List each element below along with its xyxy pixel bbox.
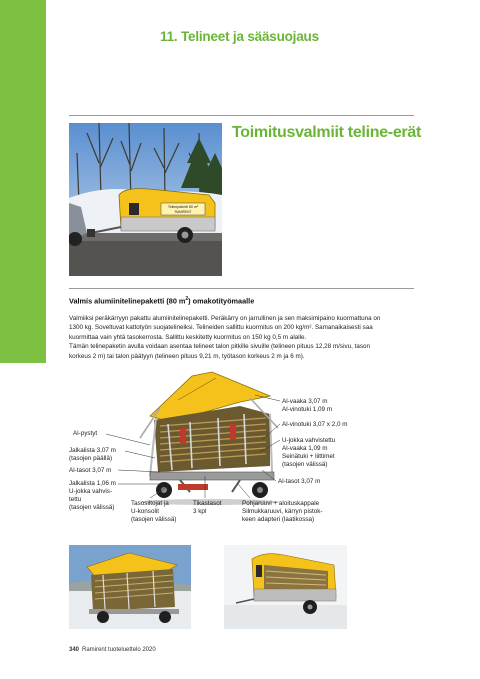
- product-heading-sup: 2: [185, 296, 189, 302]
- catalogue-name: Ramirent tuoteluettelo 2020: [82, 647, 156, 653]
- trailer-sign-text: Telinepaketti 80 m²: [167, 205, 199, 209]
- label-al-tasot-left: Al-tasot 3,07 m: [69, 467, 112, 474]
- description-line: korkeus 2 m) tai talon päätyyn (telineen pituus 9,21 m, työtason korkeus 2 m ja 6 m).: [69, 352, 305, 360]
- label-pohjaruuvi: Pohjaruuvi + aloituskappale Silmukkaruuvi, kärryn pistok- keen adapteri (laatikossa): [242, 500, 323, 523]
- product-heading-main: Valmis alumiinitelinepaketti (80 m: [69, 296, 186, 306]
- label-al-pystyt: Al-pystyt: [73, 430, 98, 437]
- label-u-jokka: U-jokka vahvistettu Al-vaaka 1,09 m Seinätuki + liittimet (tasojen välissä): [282, 437, 336, 468]
- trailer-photo: [69, 123, 222, 276]
- page-number: 340: [69, 647, 80, 653]
- label-tasosiltojat: Tasosiltojat ja U-konsolit (tasojen välissä): [131, 500, 177, 523]
- label-al-tasot-right: Al-tasot 3,07 m: [278, 478, 321, 485]
- label-al-vinotuki: Al-vinotuki 3,07 x 2,0 m: [282, 421, 348, 428]
- trailer-contents-diagram: [120, 368, 288, 511]
- page-footer: [69, 647, 156, 653]
- trailer-photo-closed: [224, 545, 347, 629]
- label-al-vaaka: Al-vaaka 3,07 m Al-vinotuki 1,09 m: [282, 398, 333, 413]
- description-line: Tämän telinepaketin avulla voidaan asentaa telineet talon pitkille sivuille (telineen pituus 12,28 m/sivu, tason: [69, 343, 371, 351]
- description-line: Valmiiksi peräkärryyn pakattu alumiinitelinepaketti. Peräkärry on jarrullinen ja sen maksimipaino kuormattuna on: [69, 315, 381, 322]
- label-jalkalista-1: Jalkalista 3,07 m (tasojen päällä): [69, 447, 116, 462]
- product-heading-end: ) omakotityömaalle: [188, 296, 255, 306]
- label-tikastasot: Tikastasot 3 kpl: [193, 500, 222, 515]
- section-title: Toimitusvalmiit teline-erät: [232, 124, 421, 141]
- trailer-photo-loaded: [69, 545, 191, 629]
- description-line: kuormittaa vain yhtä tasokerrosta. Sallittu keskitetty kuormitus on 150 kg 0,5 m alalle.: [69, 333, 307, 341]
- description-line: 1300 kg. Soveltuvat kattotyön suojatelineiksi. Telineiden sallittu kuormitus on 200 kg/m². Samanaikaisesti saa: [69, 324, 373, 332]
- label-jalkalista-2: Jalkalista 1,06 m U-jokka vahvis- tettu (tasojen välissä): [69, 480, 116, 511]
- product-heading: [69, 296, 254, 305]
- chapter-color-bar: [0, 0, 46, 363]
- product-description: [69, 314, 414, 361]
- chapter-title: 11. Telineet ja sääsuojaus: [160, 29, 319, 44]
- section-divider: [69, 288, 414, 289]
- svg-text:RAMIRENT: RAMIRENT: [174, 210, 192, 214]
- top-divider: [69, 115, 414, 116]
